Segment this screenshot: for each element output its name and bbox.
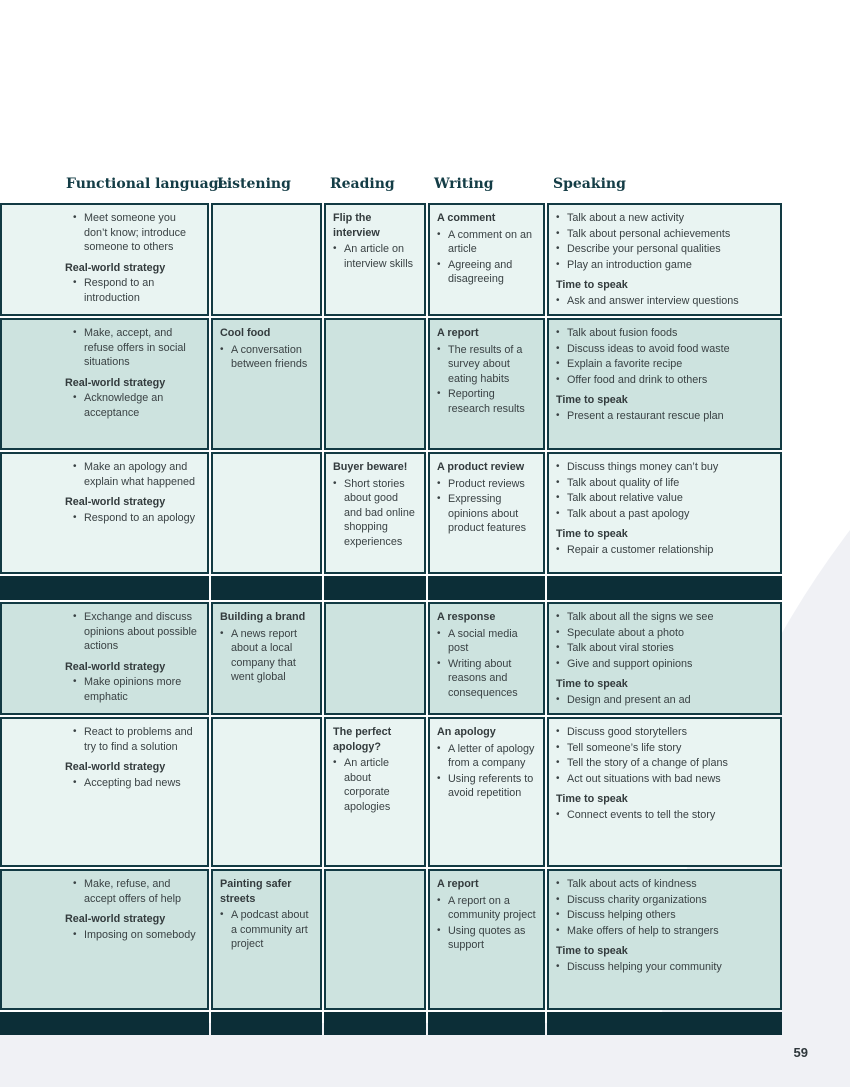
cell-speaking <box>547 318 782 450</box>
cell-reading <box>324 869 426 1010</box>
bullet-text: Talk about a past apology <box>567 507 690 520</box>
bullet-text: Tell someone’s life story <box>567 741 682 754</box>
bullet-item <box>556 657 774 672</box>
bullet-text: Respond to an introduction <box>84 277 155 304</box>
divider-band-cell <box>0 1012 209 1035</box>
bullet-item <box>437 343 537 387</box>
time-to-speak-label: Time to speak <box>556 793 628 805</box>
cell-writing <box>428 452 545 574</box>
cell-speaking <box>547 602 782 715</box>
bullet-icon: • <box>437 477 441 489</box>
divider-band-cell <box>547 1012 782 1035</box>
bullet-text: Product reviews <box>448 477 525 490</box>
bullet-icon: • <box>556 476 560 488</box>
column-header-speaking: Speaking <box>553 176 626 192</box>
bullet-item <box>437 228 537 257</box>
bullet-icon: • <box>437 343 441 355</box>
bullet-item <box>437 492 537 536</box>
bullet-text: Agreeing and disagreeing <box>448 258 513 285</box>
bullet-item <box>556 924 774 939</box>
bullet-text: Expressing opinions about product features <box>448 493 527 534</box>
cell-writing <box>428 602 545 715</box>
column-header-listening: Listening <box>217 176 291 192</box>
cell-functional-language <box>0 203 209 316</box>
bullet-item <box>437 627 537 656</box>
cell-writing <box>428 203 545 316</box>
bullet-text: Talk about viral stories <box>567 642 674 654</box>
cell-title: Painting safer streets <box>220 878 292 905</box>
bullet-item <box>73 928 201 943</box>
bullet-icon: • <box>556 492 560 503</box>
bullet-text: Discuss helping your community <box>567 960 722 973</box>
bullet-text: A podcast about a community art project <box>231 909 309 950</box>
time-to-speak-label: Time to speak <box>556 394 628 406</box>
bullet-icon: • <box>556 373 560 385</box>
bullet-text: Act out situations with bad news <box>567 772 721 785</box>
bullet-text: Accepting bad news <box>84 776 181 789</box>
bullet-text: Talk about fusion foods <box>567 327 678 339</box>
cell-writing <box>428 869 545 1010</box>
bullet-icon: • <box>437 772 441 784</box>
bullet-item <box>73 725 201 754</box>
bullet-item <box>73 511 201 526</box>
bullet-text: Play an introduction game <box>567 258 692 271</box>
cell-writing <box>428 717 545 867</box>
bullet-item <box>73 877 201 906</box>
cell-title: A comment <box>437 212 496 224</box>
bullet-icon: • <box>556 243 560 254</box>
bullet-item <box>556 507 774 522</box>
bullet-item <box>556 342 774 357</box>
header-row <box>0 169 782 201</box>
bullet-text: Discuss helping others <box>567 909 676 921</box>
bullet-icon: • <box>73 776 77 788</box>
bullet-item <box>556 893 774 908</box>
cell-listening <box>211 452 322 574</box>
bullet-icon: • <box>73 392 77 403</box>
divider-band-cell <box>428 576 545 600</box>
divider-band-cell <box>547 576 782 600</box>
bullet-item <box>437 742 537 771</box>
bullet-icon: • <box>73 277 77 288</box>
real-world-strategy-label: Real-world strategy <box>65 376 166 389</box>
bullet-text: Speculate about a photo <box>567 626 685 639</box>
cell-title: A product review <box>437 461 525 473</box>
cell-speaking <box>547 203 782 316</box>
bullet-icon: • <box>73 676 77 687</box>
bullet-item <box>73 610 201 654</box>
bullet-item <box>556 741 774 756</box>
bullet-icon: • <box>333 477 337 489</box>
bullet-item <box>220 343 314 372</box>
syllabus-table <box>0 167 784 1037</box>
bullet-icon: • <box>437 493 441 504</box>
bullet-text: Make offers of help to strangers <box>567 924 719 937</box>
cell-title: Buyer beware! <box>333 461 408 473</box>
cell-writing <box>428 318 545 450</box>
cell-title: An apology <box>437 726 496 738</box>
bullet-icon: • <box>556 507 560 519</box>
bullet-text: Discuss charity organizations <box>567 893 707 906</box>
bullet-icon: • <box>556 757 560 768</box>
bullet-item <box>437 894 537 923</box>
time-to-speak-label: Time to speak <box>556 279 628 291</box>
cell-reading <box>324 602 426 715</box>
bullet-text: The results of a survey about eating habits <box>448 343 523 385</box>
cell-title: A report <box>437 878 479 890</box>
bullet-text: Present a restaurant rescue plan <box>567 409 724 422</box>
bullet-item <box>556 242 774 257</box>
bullet-icon: • <box>73 726 77 737</box>
bullet-item <box>73 326 201 370</box>
divider-band-cell <box>428 1012 545 1035</box>
cell-reading <box>324 717 426 867</box>
bullet-text: Make, refuse, and accept offers of help <box>84 878 182 905</box>
bullet-text: Talk about all the signs we see <box>567 611 714 623</box>
cell-title: Flip the interview <box>333 212 380 239</box>
bullet-item <box>437 657 537 701</box>
bullet-icon: • <box>437 388 441 399</box>
cell-title: Cool food <box>220 327 271 339</box>
bullet-text: Talk about acts of kindness <box>567 878 697 890</box>
bullet-item <box>333 477 418 550</box>
bullet-icon: • <box>437 627 441 639</box>
bullet-item <box>73 391 201 420</box>
bullet-text: Acknowledge an acceptance <box>84 392 164 419</box>
bullet-icon: • <box>556 741 560 753</box>
bullet-text: Writing about reasons and consequences <box>448 657 518 699</box>
bullet-text: Imposing on somebody <box>84 928 196 941</box>
cell-reading <box>324 318 426 450</box>
bullet-item <box>556 326 774 341</box>
divider-band-row <box>0 576 782 600</box>
bullet-text: Make, accept, and refuse offers in social situations <box>84 327 186 368</box>
bullet-text: A news report about a local company that went global <box>231 627 298 683</box>
bullet-item <box>437 924 537 953</box>
cell-listening <box>211 717 322 867</box>
page-number: 59 <box>793 1045 808 1060</box>
bullet-item <box>556 641 774 656</box>
bullet-icon: • <box>437 924 441 936</box>
bullet-icon: • <box>556 924 560 936</box>
bullet-item <box>437 387 537 416</box>
bullet-icon: • <box>73 511 77 523</box>
bullet-icon: • <box>556 657 560 669</box>
bullet-text: Explain a favorite recipe <box>567 358 683 370</box>
bullet-text: Discuss ideas to avoid food waste <box>567 342 730 355</box>
table-row <box>0 602 782 715</box>
bullet-item <box>556 409 774 424</box>
bullet-item <box>556 808 774 823</box>
bullet-icon: • <box>556 461 560 472</box>
bullet-icon: • <box>73 461 77 472</box>
bullet-text: Give and support opinions <box>567 657 693 670</box>
bullet-item <box>556 693 774 708</box>
bullet-icon: • <box>556 212 560 223</box>
bullet-text: A conversation between friends <box>231 343 308 370</box>
bullet-item <box>556 543 774 558</box>
bullet-icon: • <box>556 893 560 905</box>
real-world-strategy-label: Real-world strategy <box>65 913 166 925</box>
cell-listening <box>211 318 322 450</box>
bullet-icon: • <box>220 343 224 355</box>
bullet-text: A comment on an article <box>448 228 533 255</box>
column-header-functional-language: Functional language <box>66 176 228 192</box>
bullet-icon: • <box>220 627 224 639</box>
bullet-item <box>73 460 201 489</box>
cell-listening <box>211 203 322 316</box>
bullet-icon: • <box>556 909 560 920</box>
bullet-icon: • <box>556 626 560 638</box>
bullet-item <box>556 908 774 923</box>
bullet-item <box>73 675 201 704</box>
cell-listening <box>211 869 322 1010</box>
real-world-strategy-label: Real-world strategy <box>65 761 166 773</box>
bullet-text: Design and present an ad <box>567 693 691 706</box>
bullet-text: Make an apology and explain what happened <box>84 461 196 488</box>
bullet-item <box>556 877 774 892</box>
real-world-strategy-label: Real-world strategy <box>65 261 166 274</box>
divider-band-cell <box>211 576 322 600</box>
cell-title: A response <box>437 611 496 623</box>
bullet-icon: • <box>73 611 77 622</box>
cell-functional-language <box>0 602 209 715</box>
bullet-item <box>437 772 537 801</box>
bullet-icon: • <box>333 757 337 768</box>
cell-title: Building a brand <box>220 611 306 623</box>
bullet-icon: • <box>437 657 441 669</box>
table-row <box>0 452 782 574</box>
table-row <box>0 869 782 1010</box>
bullet-icon: • <box>73 212 77 223</box>
bullet-icon: • <box>556 342 560 354</box>
bullet-icon: • <box>556 878 560 889</box>
bullet-item <box>333 242 418 271</box>
bullet-icon: • <box>556 409 560 421</box>
bullet-text: An article about corporate apologies <box>344 757 391 813</box>
bullet-icon: • <box>437 228 441 240</box>
bullet-icon: • <box>556 543 560 555</box>
bullet-icon: • <box>556 258 560 270</box>
bullet-text: Ask and answer interview questions <box>567 294 739 307</box>
bullet-text: A report on a community project <box>448 894 536 921</box>
cell-functional-language <box>0 452 209 574</box>
bullet-text: A letter of apology from a company <box>448 742 535 769</box>
cell-listening <box>211 602 322 715</box>
bullet-item <box>556 772 774 787</box>
bullet-item <box>73 276 201 305</box>
bullet-item <box>556 211 774 226</box>
bullet-icon: • <box>437 894 441 906</box>
bullet-icon: • <box>556 227 560 239</box>
cell-speaking <box>547 869 782 1010</box>
divider-band-cell <box>0 576 209 600</box>
bullet-text: Talk about quality of life <box>567 476 680 489</box>
bullet-item <box>556 725 774 740</box>
bullet-text: Connect events to tell the story <box>567 808 716 821</box>
bullet-text: Talk about personal achievements <box>567 227 731 240</box>
bullet-item <box>556 626 774 641</box>
bullet-text: Using referents to avoid repetition <box>448 772 534 799</box>
time-to-speak-label: Time to speak <box>556 528 628 540</box>
cell-speaking <box>547 452 782 574</box>
bullet-icon: • <box>556 772 560 784</box>
bullet-text: Reporting research results <box>448 388 525 415</box>
bullet-item <box>220 627 314 685</box>
bullet-text: A social media post <box>448 627 518 654</box>
bullet-text: Using quotes as support <box>448 924 526 951</box>
divider-band-row <box>0 1012 782 1035</box>
bullet-icon: • <box>73 327 77 338</box>
bullet-text: Repair a customer relationship <box>567 543 714 556</box>
bullet-icon: • <box>73 928 77 940</box>
bullet-item <box>556 610 774 625</box>
bullet-icon: • <box>556 358 560 369</box>
bullet-icon: • <box>556 294 560 306</box>
bullet-item <box>556 258 774 273</box>
bullet-text: Exchange and discuss opinions about possible actions <box>84 611 197 652</box>
bullet-text: Discuss good storytellers <box>567 726 688 738</box>
cell-title: The perfect apology? <box>333 726 392 753</box>
cell-title: A report <box>437 327 479 339</box>
bullet-text: Talk about a new activity <box>567 212 685 224</box>
cell-reading <box>324 203 426 316</box>
real-world-strategy-label: Real-world strategy <box>65 496 166 508</box>
bullet-icon: • <box>73 878 77 889</box>
bullet-item <box>220 908 314 952</box>
bullet-icon: • <box>556 808 560 820</box>
bullet-text: Offer food and drink to others <box>567 373 708 386</box>
bullet-item <box>73 211 201 255</box>
bullet-item <box>556 756 774 771</box>
cell-functional-language <box>0 318 209 450</box>
time-to-speak-label: Time to speak <box>556 945 628 957</box>
bullet-item <box>333 756 418 814</box>
table-row <box>0 203 782 316</box>
bullet-item <box>556 373 774 388</box>
time-to-speak-label: Time to speak <box>556 678 628 690</box>
bullet-text: Meet someone you don’t know; introduce someone to others <box>84 212 187 253</box>
cell-reading <box>324 452 426 574</box>
bullet-text: Talk about relative value <box>567 492 683 504</box>
bullet-icon: • <box>437 258 441 270</box>
bullet-item <box>437 258 537 287</box>
bullet-item <box>73 776 201 791</box>
bullet-text: An article on interview skills <box>344 243 413 270</box>
bullet-icon: • <box>556 693 560 705</box>
divider-band-cell <box>324 576 426 600</box>
cell-functional-language <box>0 869 209 1010</box>
bullet-item <box>437 477 537 492</box>
bullet-item <box>556 294 774 309</box>
bullet-icon: • <box>556 960 560 972</box>
bullet-icon: • <box>220 909 224 920</box>
bullet-icon: • <box>556 726 560 737</box>
column-header-writing: Writing <box>434 176 494 192</box>
table-row <box>0 717 782 867</box>
bullet-icon: • <box>556 327 560 338</box>
bullet-icon: • <box>333 243 337 254</box>
bullet-item <box>556 357 774 372</box>
cell-functional-language <box>0 717 209 867</box>
bullet-icon: • <box>556 642 560 653</box>
bullet-icon: • <box>556 611 560 622</box>
real-world-strategy-label: Real-world strategy <box>65 660 166 673</box>
bullet-text: Describe your personal qualities <box>567 243 721 255</box>
table-row <box>0 318 782 450</box>
syllabus-table-wrap <box>0 167 784 1037</box>
bullet-icon: • <box>437 742 441 754</box>
bullet-text: Discuss things money can’t buy <box>567 461 719 473</box>
bullet-item <box>556 960 774 975</box>
bullet-text: Short stories about good and bad online shopping experiences <box>344 477 415 548</box>
bullet-item <box>556 476 774 491</box>
bullet-text: Respond to an apology <box>84 511 196 524</box>
divider-band-cell <box>211 1012 322 1035</box>
bullet-item <box>556 460 774 475</box>
divider-band-cell <box>324 1012 426 1035</box>
cell-speaking <box>547 717 782 867</box>
bullet-text: React to problems and try to find a solution <box>84 726 193 753</box>
bullet-text: Make opinions more emphatic <box>84 676 182 703</box>
column-header-reading: Reading <box>330 176 395 192</box>
bullet-item <box>556 227 774 242</box>
bullet-item <box>556 491 774 506</box>
bullet-text: Tell the story of a change of plans <box>567 757 728 769</box>
